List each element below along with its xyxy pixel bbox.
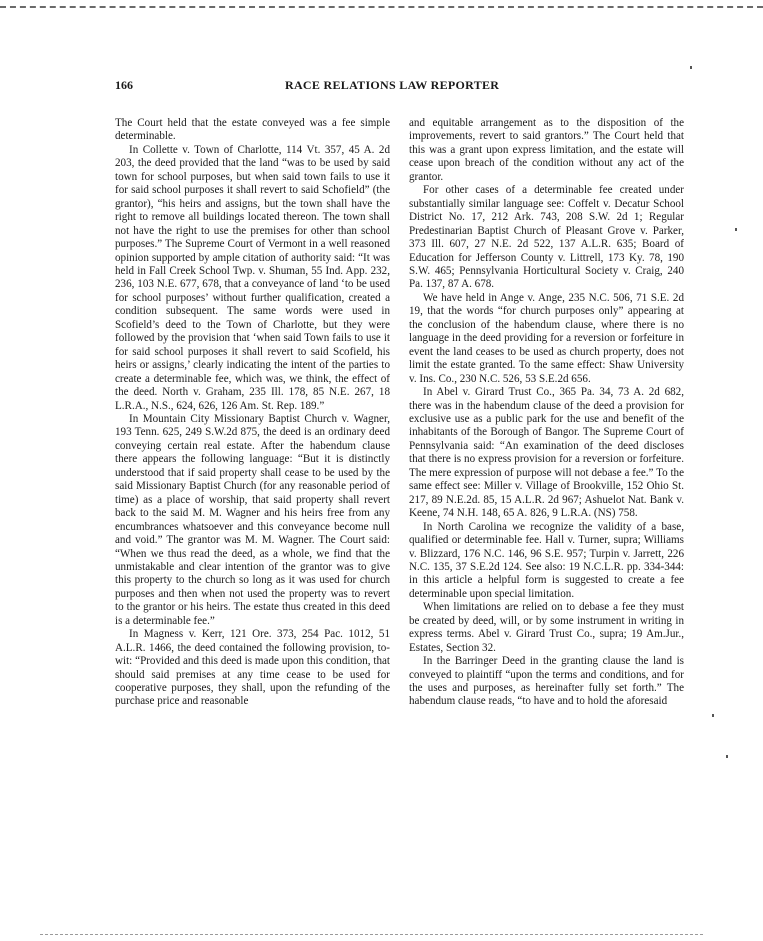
scan-speck [726, 755, 728, 758]
paragraph: For other cases of a determinable fee created under substantially similar language see: Coffelt v. Decatur School District No. 17, 212 Ark. 743, 208 S.W. 2d 1; Regular Predestinarian Baptist Church of Pleasant Grove v. Parker, 373 Ill. 607, 27 N.E. 2d 522, 137 A.L.R. 635; Board of Education for Jefferson County v. Littrell, 173 Ky. 78, 190 S.W. 465; Pennsylvania Horticultural Society v. Craig, 240 Pa. 137, 87 A. 678. [409, 184, 684, 291]
paragraph: We have held in Ange v. Ange, 235 N.C. 506, 71 S.E. 2d 19, that the words “for church purposes only” appearing at the conclusion of the habendum clause, where there is no language in the deed providing for a reversion or forfeiture in event the land ceases to be used as church property, does not limit the estate granted. To the same effect: Shaw University v. Ins. Co., 230 N.C. 526, 53 S.E.2d 656. [409, 291, 684, 385]
paragraph: In Magness v. Kerr, 121 Ore. 373, 254 Pac. 1012, 51 A.L.R. 1466, the deed contained the following provision, to-wit: “Provided and this deed is made upon this condition, that should said premises at any time cease to be used for cooperative purposes, they shall, upon the refunding of the purchase price and reasonable [115, 628, 390, 708]
paragraph: In Mountain City Missionary Baptist Church v. Wagner, 193 Tenn. 625, 249 S.W.2d 875, the deed is an ordinary deed conveying certain real estate. After the habendum clause there appears the following language: “But it is distinctly understood that if said property shall cease to be used by the said Missionary Baptist Church (for any reasonable period of time) as a place of worship, that said property shall revert back to the said M. M. Wagner and his heirs free from any encumbrances whatsoever and this conveyance become null and void.” The grantor was M. M. Wagner. The Court said: “When we thus read the deed, as a whole, we find that the unmistakable and clear intention of the grantor was to give this property to the church so long as it was used for church purposes and then when not used the property was to revert to the grantor or his heirs. The estate thus created in this deed is a determinable fee.” [115, 412, 390, 627]
paragraph: When limitations are relied on to debase a fee they must be created by deed, will, or by some instrument in writing in express terms. Abel v. Girard Trust Co., supra; 19 Am.Jur., Estates, Section 32. [409, 601, 684, 654]
scan-speck [712, 714, 714, 717]
paragraph: The Court held that the estate conveyed was a fee simple determinable. [115, 117, 390, 143]
scan-speck [690, 66, 692, 69]
scan-speck [735, 228, 737, 231]
page-header [115, 78, 675, 94]
left-column [115, 117, 390, 709]
paragraph: In North Carolina we recognize the validity of a base, qualified or determinable fee. Hall v. Turner, supra; Williams v. Blizzard, 176 N.C. 146, 96 S.E. 957; Turpin v. Jarrett, 226 N.C. 135, 37 S.E.2d 124. See also: 19 N.C.L.R. pp. 334-344: in this article a helpful form is suggested to create a fee determinable upon special limitation. [409, 520, 684, 600]
page-number: 166 [115, 78, 133, 92]
right-column [409, 117, 684, 709]
scan-bottom-edge [40, 934, 703, 935]
scan-top-edge [0, 6, 763, 8]
paragraph: In the Barringer Deed in the granting clause the land is conveyed to plaintiff “upon the terms and conditions, and for the uses and purposes, as hereinafter fully set forth.” The habendum clause reads, “to have and to hold the aforesaid [409, 655, 684, 708]
paragraph: In Abel v. Girard Trust Co., 365 Pa. 34, 73 A. 2d 682, there was in the habendum clause of the deed a provision for exclusive use as a public park for the use and benefit of the inhabitants of the Borough of Bangor. The Supreme Court of Pennsylvania said: “An examination of the deed discloses that there is no express provision for a reversion or forfeiture. The mere expression of purpose will not debase a fee.” To the same effect see: Miller v. Village of Brookville, 152 Ohio St. 217, 89 N.E.2d. 85, 15 A.L.R. 2d 967; Ashuelot Nat. Bank v. Keene, 74 N.H. 148, 65 A. 826, 9 L.R.A. (NS) 758. [409, 386, 684, 520]
paragraph: and equitable arrangement as to the disposition of the improvements, revert to said grantors.” The Court held that this was a grant upon express limitation, and the estate will cease upon breach of the condition without any act of the grantor. [409, 117, 684, 183]
running-head: RACE RELATIONS LAW REPORTER [285, 78, 500, 92]
paragraph: In Collette v. Town of Charlotte, 114 Vt. 357, 45 A. 2d 203, the deed provided that the land “was to be used by said town for school purposes, but when said town fails to use it for said school purposes it shall revert to said Schofield” (the grantor), “his heirs and assigns, but the town shall have the right to remove all buildings located thereon. The town shall not have the right to use the premises for other than school purposes.” The Supreme Court of Vermont in a well reasoned opinion supported by ample citation of authority said: “It was held in Fall Creek School Twp. v. Shuman, 55 Ind. App. 232, 236, 103 N.E. 677, 678, that a conveyance of land ‘to be used for school purposes’ without further qualification, created a condition subsequent. The same words were used in Scofield’s deed to the Town of Charlotte, but they were followed by the provision that ‘when said Town fails to use it for said school purposes it shall revert to said Scofield, his heirs or assigns,’ clearly indicating the intent of the parties to create a determinable fee, which was, we think, the effect of the deed. North v. Graham, 235 Ill. 178, 85 N.E. 267, 18 L.R.A., N.S., 624, 626, 126 Am. St. Rep. 189.” [115, 143, 390, 412]
